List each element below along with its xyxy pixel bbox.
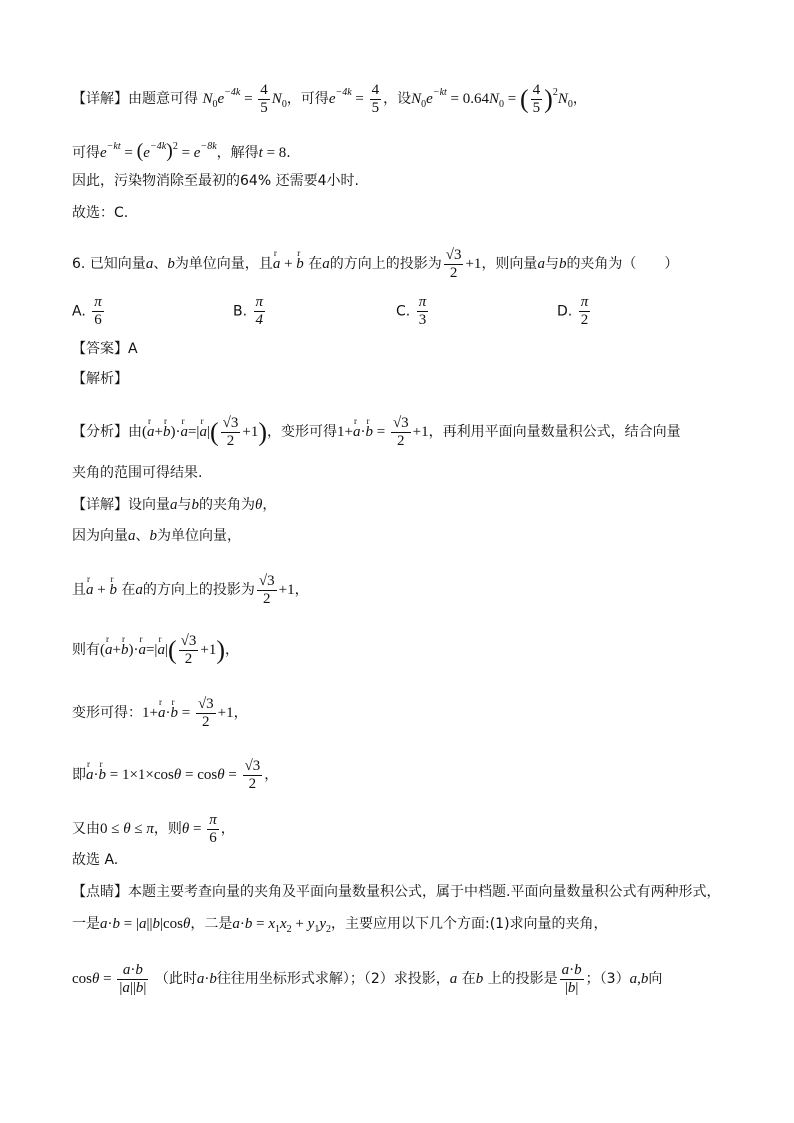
detail-6-line-5: 变形可得：1+r a·r b = $\frac{√3}{2}$ +1，	[72, 696, 248, 731]
question-number: 6.	[72, 255, 86, 272]
detail-6-line-6: 即r a·r b = 1×1×cosθ = cosθ = $\frac{√3}{2}$ ，	[72, 758, 278, 793]
conclusion-text: 因此，污染物消除至最初的64% 还需要4小时.	[72, 173, 359, 189]
fenxi-line-2: 夹角的范围可得结果.	[72, 465, 203, 481]
fenxi-line: 【分析】由(r a+r b)·r a=|r a|( $\frac{√3}{2}$ +1)，变形可得1+r a·r b = $\frac{√3}{2}$ +1，再利用平面向量数量积公式，结合向量	[72, 415, 681, 450]
choose-text: 故选：C.	[72, 205, 129, 221]
dianjing-line-1: 【点睛】本题主要考查向量的夹角及平面向量数量积公式，属于中档题.平面向量数量积公式有两种形式，	[72, 884, 721, 900]
question-6: 6. 已知向量a、b为单位向量，且r a + r b 在a的方向上的投影为 $\frac{√3}{2}$ +1，则向量a与b的夹角为（ ）	[72, 247, 678, 282]
detail-6-line-4: 则有(r a+r b)·r a=|r a|( $\frac{√3}{2}$ +1)，	[72, 633, 239, 668]
detail-6-line-2: 因为向量a、b为单位向量，	[72, 528, 241, 544]
formula-1: $N_0e^{-4k}$ = $\frac{4}{5}$ $N_0$	[202, 82, 287, 116]
formula-3: $N_0e^{-kt} = 0.64N_0$ = ( $\frac{4}{5}$ )$^2N_0$	[411, 82, 573, 116]
dianjing-line-3: cosθ = $\frac{a\cdot b}{|a||b|}$ （此时a·b往往用坐标形式求解）；（2）求投影，a 在b 上的投影是 $\frac{a\cdot b}{|b|}$ ；（3）a,b向	[72, 962, 663, 996]
detail-6-line-3: 且r a + r b 在a的方向上的投影为 $\frac{√3}{2}$ +1，	[72, 573, 309, 608]
formula-2: $e^{-4k}$ = $\frac{4}{5}$	[328, 82, 380, 116]
answer-value: A	[128, 341, 138, 357]
analysis-tag: 【解析】	[72, 371, 128, 387]
detail-6-line-8: 故选 A.	[72, 852, 119, 868]
formula-5: t = 8	[258, 145, 287, 161]
option-d: D. $\frac{\pi}{2}$	[557, 294, 589, 328]
detail-line-2: 可得$e^{-kt} = (e^{-4k})^2 = e^{-8k}$，解得t = 8.	[72, 140, 291, 162]
dianjing-line-2: 一是a·b = |a||b|cosθ，二是$a\cdot b = x_1x_2 + y_1y_2$，主要应用以下几个方面:(1)求向量的夹角，	[72, 916, 608, 935]
answer-line	[72, 339, 138, 359]
detail-line-1: 【详解】由题意可得 $N_0e^{-4k}$ = $\frac{4}{5}$ $N_0$，可得$e^{-4k}$ = $\frac{4}{5}$ ，设$N_0e^{-kt} = 0.64N_0$ = ( $\frac{4}{5}$ )$^2N_0$，	[72, 82, 587, 116]
option-a: A. $\frac{\pi}{6}$	[72, 294, 102, 328]
formula-4: $e^{-kt} = (e^{-4k})^2 = e^{-8k}$	[100, 140, 217, 162]
answer-tag: 【答案】	[72, 341, 128, 357]
detail-6-line-7: 又由0 ≤ θ ≤ π，则θ = $\frac{\pi}{6}$ ，	[72, 812, 235, 846]
option-b: B. $\frac{\pi}{4}$	[233, 294, 264, 328]
detail-6-line-1: 【详解】设向量a与b的夹角为θ，	[72, 497, 277, 513]
detail-tag: 【详解】	[72, 90, 128, 107]
option-c: C. $\frac{\pi}{3}$	[396, 294, 427, 328]
